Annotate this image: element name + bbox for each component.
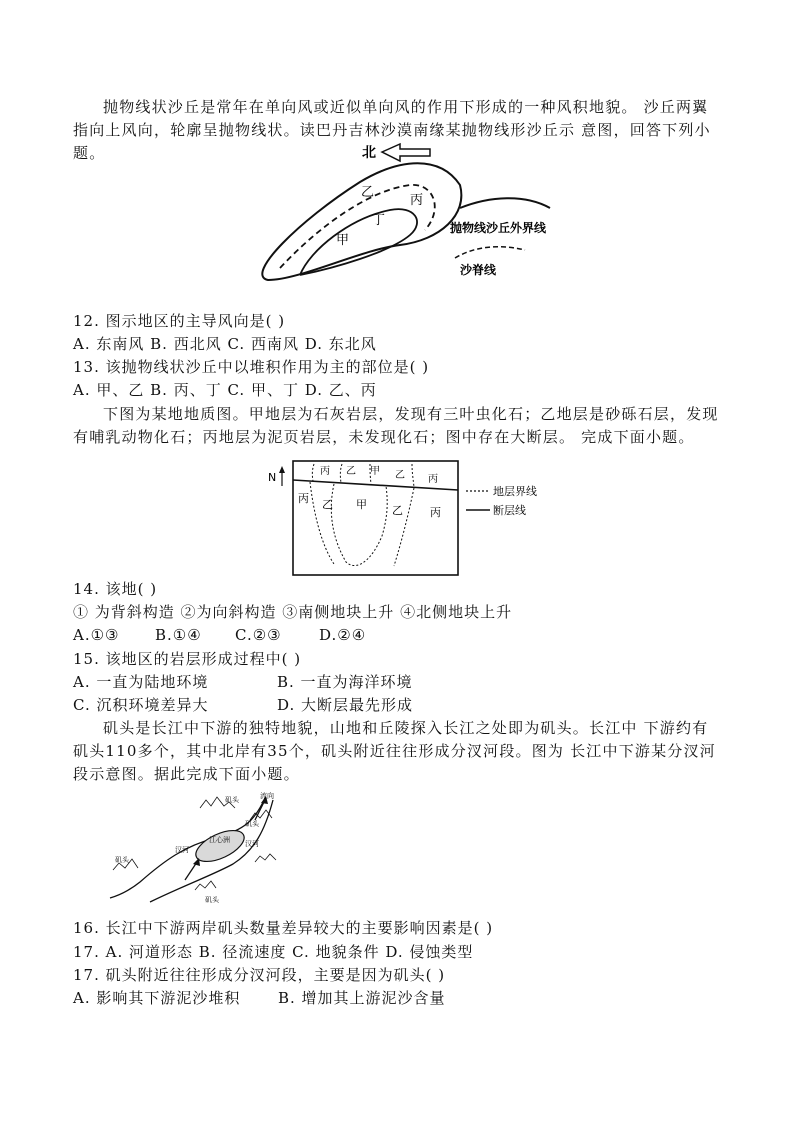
question-13-options: A. 甲、乙 B. 丙、丁 C. 甲、丁 D. 乙、丙	[73, 381, 377, 399]
strata-boundary-1	[310, 464, 334, 564]
body-label-yi-1: 乙	[322, 498, 333, 511]
option-b: B. 增加其上游泥沙含量	[278, 989, 446, 1007]
north-arrow-icon	[382, 144, 430, 161]
label-branch-2: 汉河	[245, 840, 259, 848]
body-label-yi-2: 乙	[392, 504, 403, 517]
river-branch-figure	[105, 790, 305, 906]
question-14-statements: ① 为背斜构造 ②为向斜构造 ③南侧地块上升 ④北侧地块上升	[73, 603, 513, 621]
north-label: 北	[362, 145, 376, 161]
question-15-options-row-1	[73, 671, 413, 693]
body-label-jia: 甲	[356, 498, 367, 511]
label-branch-1: 汉河	[175, 846, 189, 854]
option-b: B. 一直为海洋环境	[277, 673, 413, 691]
label-flow: 流向	[260, 792, 274, 800]
option-c: C.②③	[235, 626, 282, 644]
island-shape	[191, 824, 248, 868]
legend-fault-label: 断层线	[493, 504, 526, 517]
top-label-yi-1: 乙	[346, 466, 356, 477]
option-a: A. 一直为陆地环境	[73, 673, 209, 691]
strata-boundary-2	[331, 464, 387, 566]
question-16-options: 17. A. 河道形态 B. 径流速度 C. 地貌条件 D. 侵蚀类型	[73, 943, 474, 961]
question-12-options: A. 东南风 B. 西北风 C. 西南风 D. 东北风	[73, 335, 377, 353]
label-bing: 丙	[410, 193, 424, 208]
top-label-jia: 甲	[370, 466, 380, 477]
label-ding: 丁	[372, 213, 386, 228]
option-b: B.①④	[155, 626, 202, 644]
top-label-yi-2: 乙	[395, 470, 405, 481]
question-15-options-row-2	[73, 694, 413, 716]
legend-outer-line	[460, 198, 550, 208]
top-label-bing-1: 丙	[320, 466, 330, 477]
legend-outer-label: 抛物线沙丘外界线	[450, 221, 547, 235]
intro-paragraph-2: 下图为某地地质图。甲地层为石灰岩层，发现有三叶虫化石；乙地层是砂砾石层，发现有哺乳动物化石；丙地层为泥页岩层，未发现化石；图中存在大断层。 完成下面小题。	[73, 405, 719, 446]
intro-paragraph-1: 抛物线状沙丘是常年在单向风或近似单向风的作用下形成的一种风积地貌。 沙丘两翼指向上风向，轮廓呈抛物线状。读巴丹吉林沙漠南缘某抛物线形沙丘示 意图，回答下列小题。	[73, 98, 711, 162]
body-label-bing-1: 丙	[298, 492, 309, 505]
question-15-stem: 15. 该地区的岩层形成过程中( )	[73, 650, 302, 668]
option-a: A.①③	[73, 626, 120, 644]
question-13-stem: 13. 该抛物线状沙丘中以堆积作用为主的部位是( )	[73, 358, 430, 376]
question-16-stem: 16. 长江中下游两岸矶头数量差异较大的主要影响因素是( )	[73, 919, 494, 937]
legend-ridge-label: 沙脊线	[460, 263, 497, 277]
legend-ridge-line	[455, 247, 525, 258]
label-island: 江心洲	[209, 836, 230, 844]
question-12-stem: 12. 图示地区的主导风向是( )	[73, 312, 286, 330]
label-jitou-1: 矶头	[225, 796, 239, 804]
top-label-bing-2: 丙	[428, 474, 438, 485]
option-c: C. 沉积环境差异大	[73, 696, 209, 714]
question-17-stem: 17. 矶头附近往往形成分汊河段，主要是因为矶头( )	[73, 966, 446, 984]
north-label: N	[268, 471, 277, 484]
dune-inner-boundary	[300, 209, 417, 275]
question-17-options	[73, 987, 446, 1009]
label-jitou-3: 矶头	[115, 856, 129, 864]
legend-boundary-label: 地层界线	[493, 485, 537, 498]
option-a: A. 影响其下游泥沙堆积	[73, 989, 241, 1007]
label-jitou-4: 矶头	[205, 896, 219, 904]
question-14-stem: 14. 该地( )	[73, 580, 158, 598]
body-label-bing-2: 丙	[430, 506, 441, 519]
label-jitou-2: 矶头	[245, 820, 259, 828]
option-d: D. 大断层最先形成	[277, 696, 414, 714]
dune-outer-boundary	[262, 163, 461, 280]
label-jia: 甲	[336, 233, 350, 248]
north-arrow-icon	[279, 466, 285, 486]
option-d: D.②④	[319, 626, 367, 644]
parabolic-dune-figure	[240, 140, 570, 290]
label-yi: 乙	[361, 185, 375, 200]
intro-paragraph-3: 矶头是长江中下游的独特地貌，山地和丘陵探入长江之处即为矶头。长江中 下游约有矶头110多个，其中北岸有35个，矶头附近往往形成分汊河段。图为 长江中下游某分汊河段示意图。据此完成下面小题。	[73, 719, 716, 783]
question-14-options	[73, 624, 366, 646]
geologic-map-figure	[262, 456, 552, 578]
